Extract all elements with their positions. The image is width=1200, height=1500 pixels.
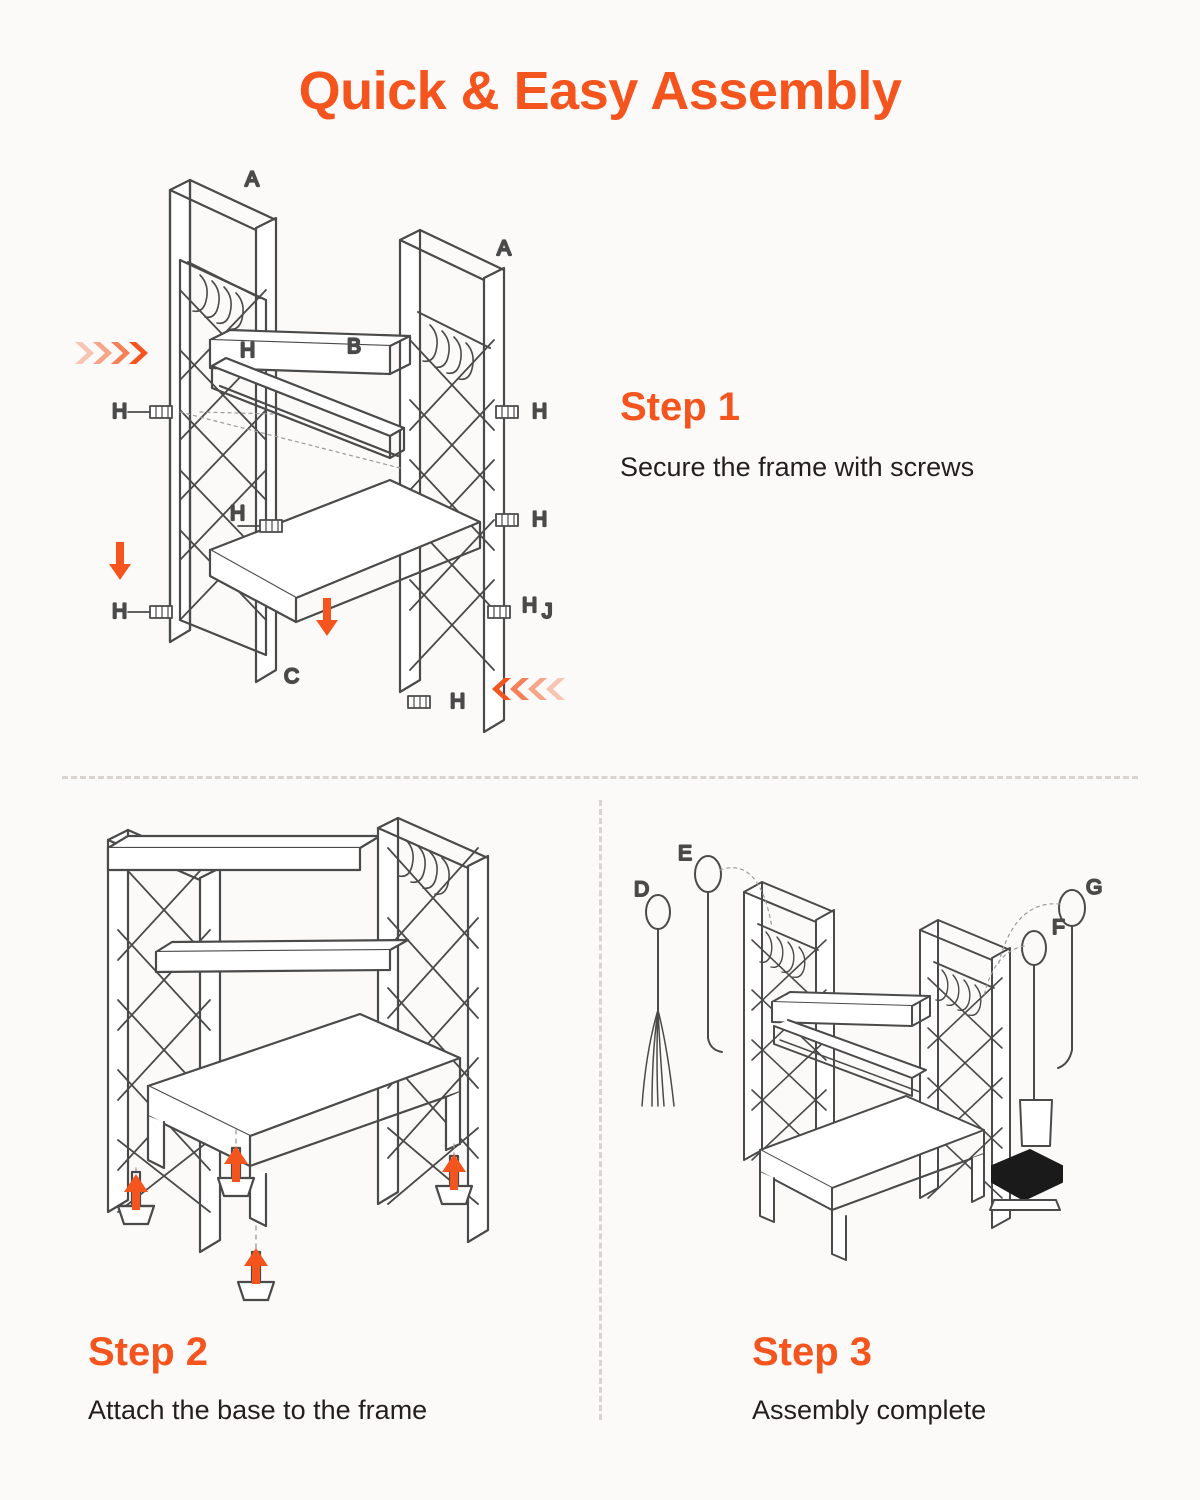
left-side-panel: [170, 180, 276, 682]
label-g: G: [1086, 876, 1103, 899]
label-h-left-lower: H: [112, 600, 128, 623]
down-arrow-left-icon: [109, 542, 131, 580]
horizontal-divider: [62, 776, 1138, 779]
step-2-description: Attach the base to the frame: [88, 1395, 428, 1425]
label-a-top-right: A: [497, 237, 512, 260]
step-2-heading: Step 2: [88, 1330, 209, 1374]
label-d: D: [634, 878, 650, 901]
label-h-right-lower: H: [522, 594, 538, 617]
label-h-right-mid: H: [532, 508, 548, 531]
up-arrow-icon-3: [244, 1248, 268, 1284]
step-1-heading: Step 1: [620, 385, 741, 429]
label-f: F: [1052, 916, 1065, 939]
down-arrow-center-icon: [316, 598, 338, 636]
step-2-text-block: [88, 1330, 427, 1426]
step-3-description: Assembly complete: [752, 1395, 987, 1425]
label-h-left-upper: H: [112, 400, 128, 423]
left-chevrons-icon: [75, 342, 148, 364]
label-e: E: [678, 842, 693, 865]
step-3-illustration: [620, 820, 1120, 1320]
label-h-inner-left: H: [230, 502, 246, 525]
label-b-beam: B: [347, 335, 362, 358]
label-h-bottom: H: [450, 690, 466, 713]
step-1-illustration: [60, 150, 620, 750]
bottom-shelf-2: [148, 1014, 460, 1166]
step-1-description: Secure the frame with screws: [620, 452, 975, 482]
step-3-text-block: [752, 1330, 986, 1426]
label-a-top-left: A: [245, 168, 260, 191]
step-3-heading: Step 3: [752, 1330, 873, 1374]
step-1-text-block: [620, 385, 974, 483]
label-h-mid-left: H: [240, 339, 256, 362]
assembled-rack: [744, 882, 1010, 1260]
middle-shelf-2: [156, 940, 408, 972]
page-title: Quick & Easy Assembly: [298, 61, 902, 121]
up-arrow-icon-4: [442, 1154, 466, 1190]
label-j-foot: J: [542, 600, 553, 623]
label-h-right-upper: H: [532, 400, 548, 423]
step-2-illustration: [60, 800, 560, 1310]
label-c-base: C: [284, 665, 300, 688]
right-side-panel: [400, 230, 504, 732]
